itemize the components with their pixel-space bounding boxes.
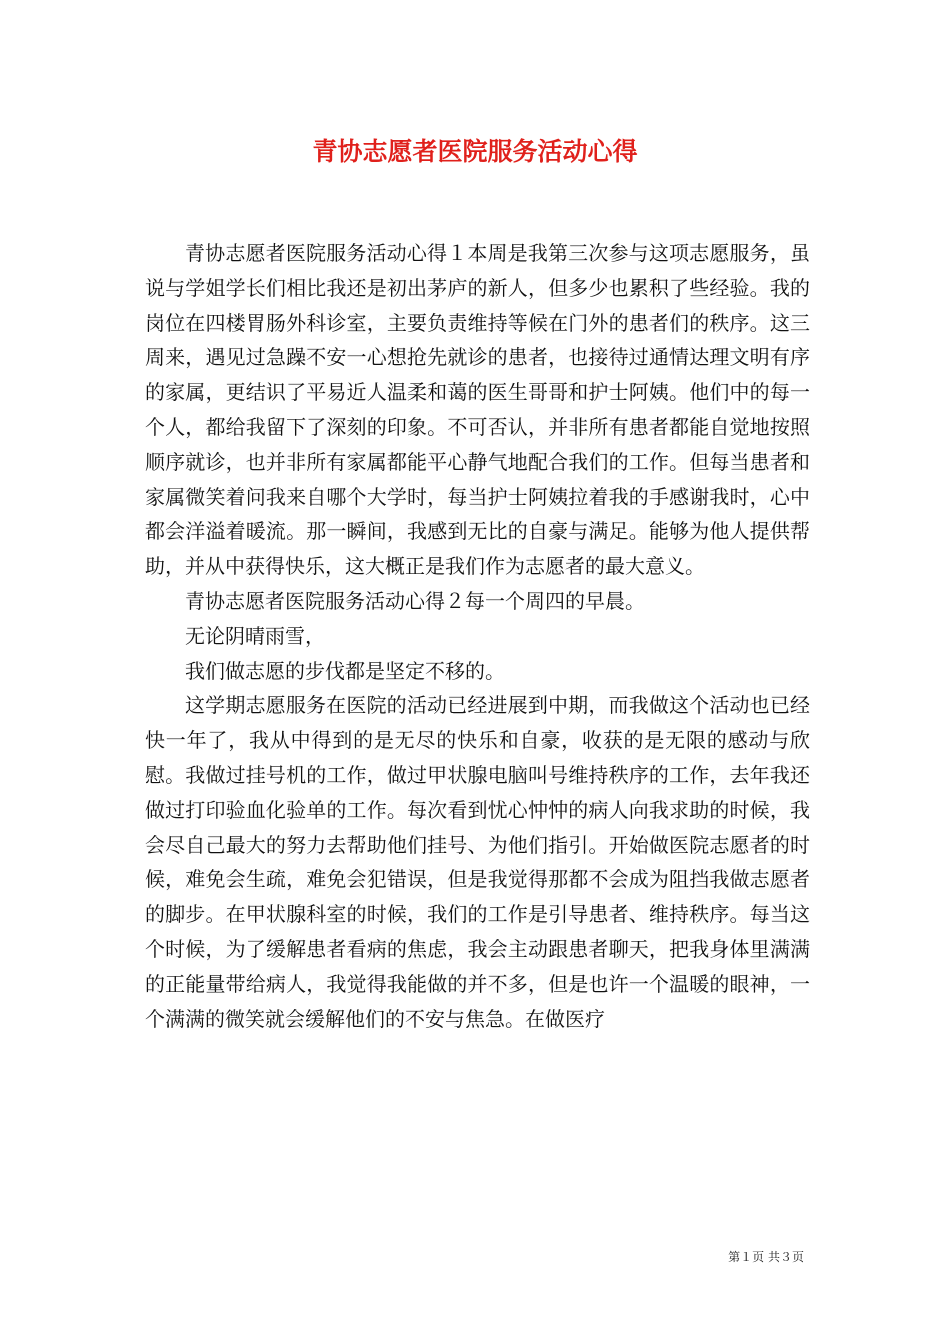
document-title: 青协志愿者医院服务活动心得 xyxy=(312,137,638,166)
paragraph-2: 青协志愿者医院服务活动心得２每一个周四的早晨。 xyxy=(185,588,645,613)
paragraph-1: 青协志愿者医院服务活动心得１本周是我第三次参与这项志愿服务，虽说与学姐学长们相比我还是初出茅庐的新人，但多少也累积了些经验。我的岗位在四楼胃肠外科诊室，主要负责维持等候在门外的患者们的秩序。这三周来，遇见过急躁不安一心想抢先就诊的患者，也接待过通情达理文明有序的家属，更结识了平易近人温柔和蔼的医生哥哥和护士阿姨。他们中的每一个人，都给我留下了深刻的印象。不可否认，并非所有患者都能自觉地按照顺序就诊，也并非所有家属都能平心静气地配合我们的工作。但每当患者和家属微笑着问我来自哪个大学时，每当护士阿姨拉着我的手感谢我时，心中都会洋溢着暖流。那一瞬间，我感到无比的自豪与满足。能够为他人提供帮助，并从中获得快乐，这大概正是我们作为志愿者的最大意义。 xyxy=(145,241,810,579)
paragraph-5: 这学期志愿服务在医院的活动已经进展到中期，而我做这个活动也已经快一年了，我从中得到的是无尽的快乐和自豪，收获的是无限的感动与欣慰。我做过挂号机的工作，做过甲状腺电脑叫号维持秩序的工作，去年我还做过打印验血化验单的工作。每次看到忧心忡忡的病人向我求助的时候，我会尽自己最大的努力去帮助他们挂号、为他们指引。开始做医院志愿者的时候，难免会生疏，难免会犯错误，但是我觉得那都不会成为阻挡我做志愿者的脚步。在甲状腺科室的时候，我们的工作是引导患者、维持秩序。每当这个时候，为了缓解患者看病的焦虑，我会主动跟患者聊天，把我身体里满满的正能量带给病人，我觉得我能做的并不多，但是也许一个温暖的眼神，一个满满的微笑就会缓解他们的不安与焦急。在做医疗 xyxy=(145,693,810,1031)
paragraph-4: 我们做志愿的步伐都是坚定不移的。 xyxy=(185,658,505,683)
document-body xyxy=(145,236,810,1036)
paragraph-3: 无论阴晴雨雪， xyxy=(185,623,325,648)
page-number-footer: 第１页 共３页 xyxy=(728,1250,804,1264)
